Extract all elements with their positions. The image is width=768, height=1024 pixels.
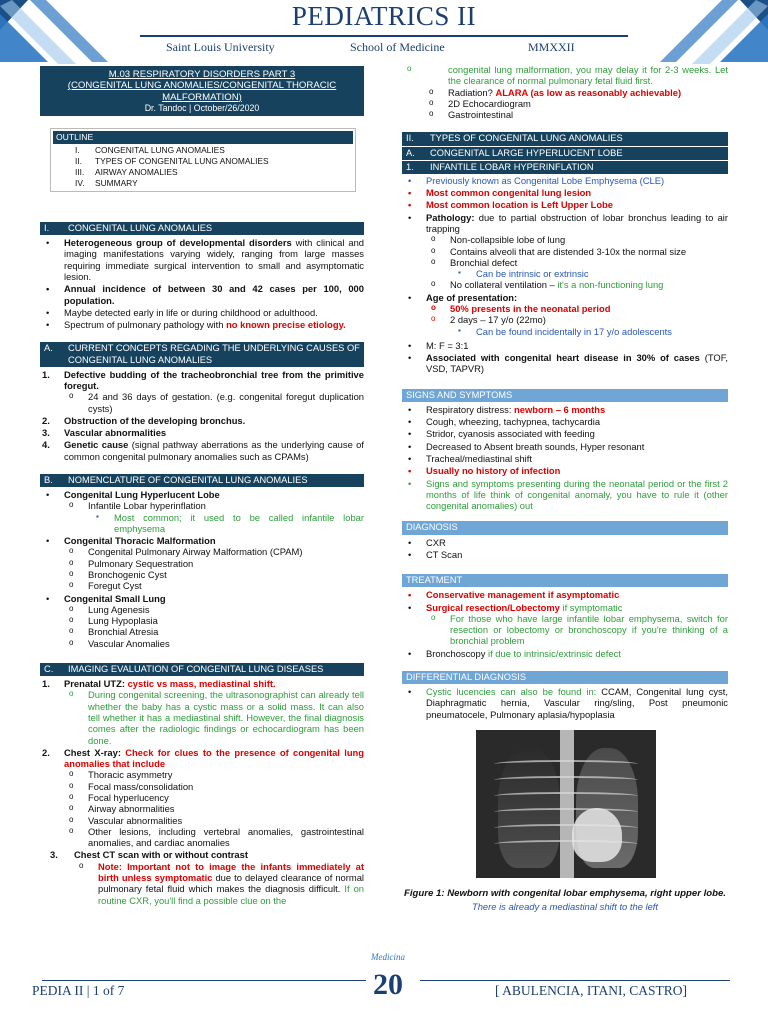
chest-xray-image xyxy=(476,730,656,878)
footer-page-info: PEDIA II | 1 of 7 xyxy=(32,983,125,998)
list-subitem: o Airway abnormalities xyxy=(64,803,364,814)
list-subitem: o Contains alveoli that are distended 3-10x the normal size xyxy=(426,246,728,257)
outline-item: IV. SUMMARY xyxy=(75,177,138,188)
list-item: 4. Genetic cause (signal pathway aberrations as the underlying cause of common congenital pulmonary anomalies such as CPAMs) xyxy=(40,439,364,462)
title-line-2: (CONGENITAL LUNG ANOMALIES/CONGENITAL THORACIC xyxy=(67,80,337,92)
list-subitem: o Vascular abnormalities xyxy=(64,815,364,826)
section-a-list xyxy=(40,369,364,462)
list-subitem: o Congenital Pulmonary Airway Malformation (CPAM) xyxy=(64,546,364,557)
signs-heading: SIGNS AND SYMPTOMS xyxy=(402,389,728,402)
list-subitem: o Other lesions, including vertebral anomalies, gastrointestinal anomalies, and cardiac anomalies xyxy=(64,826,364,849)
list-item: • Age of presentation: o 50% presents in the neonatal period o 2 days – 17 y/o (22mo) ▪ Can be found incidentally in 17 y/o adolescents xyxy=(402,292,728,337)
section-heading-a: A. CURRENT CONCEPTS REGADING THE UNDERLYING CAUSES OF CONGENITAL LUNG ANOMALIES xyxy=(40,342,364,366)
header-school: School of Medicine xyxy=(350,40,445,54)
section-c-continued xyxy=(402,64,728,87)
list-subitem: o Bronchial Atresia xyxy=(64,626,364,637)
section-heading-ii: II. TYPES OF CONGENITAL LUNG ANOMALIES xyxy=(402,132,728,145)
list-item: 3. Vascular abnormalities xyxy=(40,427,364,438)
right-column xyxy=(402,64,728,913)
list-subitem: o No collateral ventilation – it's a non-functioning lung xyxy=(426,279,728,290)
list-subitem: o 50% presents in the neonatal period xyxy=(426,303,728,314)
outline-item: III. AIRWAY ANOMALIES xyxy=(75,166,178,177)
list-subitem: o Bronchogenic Cyst xyxy=(64,569,364,580)
list-item: • Most common congenital lung lesion xyxy=(402,187,728,198)
title-line-3: MALFORMATION) xyxy=(162,91,242,103)
list-item: • Cystic lucencies can also be found in: CCAM, Congenital lung cyst, Diaphragmatic hernia, Vascular ring/sling, Post pneumonic pneumatocele, Pulmonary aplasia/hypoplasia xyxy=(402,686,728,720)
section-heading-b: B. NOMENCLATURE OF CONGENITAL LUNG ANOMALIES xyxy=(40,474,364,487)
list-item: • Stridor, cyanosis associated with feeding xyxy=(402,428,728,439)
list-item: • Spectrum of pulmonary pathology with no known precise etiology. xyxy=(40,319,364,330)
list-item: • Respiratory distress: newborn – 6 months xyxy=(402,404,728,415)
list-item: • Congenital Small Lung o Lung Agenesis o Lung Hypoplasia o Bronchial Atresia o Vascular Anomalies xyxy=(40,593,364,649)
footer-divider-right xyxy=(420,980,730,981)
list-subitem: o Infantile Lobar hyperinflation ▪ Most common; it used to be called infantile lobar emphysema xyxy=(64,500,364,534)
list-subitem: o Note: Important not to image the infants immediately at birth unless symptomatic due to delayed clearance of normal pulmonary fetal fluid which makes the diagnosis difficult. If on routine CXR, you'll find a possible clue on the xyxy=(74,861,364,906)
list-item: • Congenital Thoracic Malformation o Congenital Pulmonary Airway Malformation (CPAM) o Pulmonary Sequestration o Bronchogenic Cyst o Foregut Cyst xyxy=(40,535,364,591)
list-subitem: o Lung Hypoplasia xyxy=(64,615,364,626)
list-item: • Tracheal/mediastinal shift xyxy=(402,453,728,464)
figure-caption: Figure 1: Newborn with congenital lobar emphysema, right upper lobe. xyxy=(404,887,726,899)
list-item: • Bronchoscopy if due to intrinsic/extrinsic defect xyxy=(402,648,728,659)
header-year: MMXXII xyxy=(528,40,575,54)
diagnosis-list xyxy=(402,537,728,561)
section-i-list xyxy=(40,237,364,330)
subsection-heading-a: A. CONGENITAL LARGE HYPERLUCENT LOBE xyxy=(402,147,728,160)
figure-note: There is already a mediastinal shift to the left xyxy=(471,901,659,913)
list-item: • Congenital Lung Hyperlucent Lobe o Infantile Lobar hyperinflation ▪ Most common; it used to be called infantile lobar emphysema xyxy=(40,489,364,534)
differential-list xyxy=(402,686,728,720)
outline-heading: OUTLINE xyxy=(53,131,353,143)
list-subitem: o During congenital screening, the ultrasonographist can already tell whether the baby has a cystic mass or a solid mass. It can also tell whether it has a mediastinal shift. However, the final diagnosis comes after the radiologic findings or echocardiogram has been done. xyxy=(64,689,364,745)
list-item: • Associated with congenital heart disease in 30% of cases (TOF, VSD, TAPVR) xyxy=(402,352,728,375)
list-subitem: o Focal hyperlucency xyxy=(64,792,364,803)
list-note: ▪ Most common; it used to be called infantile lobar emphysema xyxy=(88,512,364,535)
document-title-box xyxy=(40,66,364,116)
list-item: • CXR xyxy=(402,537,728,548)
outline-item: II. TYPES OF CONGENITAL LUNG ANOMALIES xyxy=(75,155,269,166)
list-subitem: o 24 and 36 days of gestation. (e.g. congenital foregut duplication cysts) xyxy=(64,391,364,414)
list-subitem: o Pulmonary Sequestration xyxy=(64,558,364,569)
list-item: 1. Prenatal UTZ: cystic vs mass, mediastinal shift. o During congenital screening, the ultrasonographist can already tell whether the baby has a cystic mass or a solid mass. It can also tell whether it has a mediastinal shift. However, the final diagnosis comes after the radiologic findings or echocardiogram has been done. xyxy=(40,678,364,746)
list-item: • Annual incidence of between 30 and 42 cases per 100, 000 population. xyxy=(40,283,364,306)
list-item: • Decreased to Absent breath sounds, Hyper resonant xyxy=(402,441,728,452)
list-item: • CT Scan xyxy=(402,549,728,560)
list-item: • M: F = 3:1 xyxy=(402,340,728,351)
list-subitem: o Thoracic asymmetry xyxy=(64,769,364,780)
list-item: • Surgical resection/Lobectomy if symptomatic o For those who have large infantile lobar emphysema, switch for resection or lobectomy or bronchoscopy if you're thinking of a bronchial problem xyxy=(402,602,728,647)
left-column xyxy=(40,66,364,907)
list-item: • Conservative management if asymptomatic xyxy=(402,589,728,600)
list-item: • Cough, wheezing, tachypnea, tachycardia xyxy=(402,416,728,427)
list-item: • Maybe detected early in life or during childhood or adulthood. xyxy=(40,307,364,318)
footer-authors: [ ABULENCIA, ITANI, CASTRO] xyxy=(495,983,688,998)
list-item: • Heterogeneous group of developmental disorders with clinical and imaging manifestations varying widely, ranging from large masses requiring immediate surgical intervention to small and asymptomatic lesion. xyxy=(40,237,364,282)
svg-text:20: 20 xyxy=(373,968,403,1001)
header-university: Saint Louis University xyxy=(166,40,275,54)
section-heading-i: I. CONGENITAL LUNG ANOMALIES xyxy=(40,222,364,235)
section-b-list xyxy=(40,489,364,649)
list-item: • Usually no history of infection xyxy=(402,465,728,476)
continued-text: o congenital lung malformation, you may delay it for 2-3 weeks. Let the clearance of normal pulmonary fetal fluid first. xyxy=(402,64,728,87)
list-subitem: o Foregut Cyst xyxy=(64,580,364,591)
treatment-list xyxy=(402,589,728,659)
list-item: 1. Defective budding of the tracheobronchial tree from the primitive foregut. o 24 and 36 days of gestation. (e.g. congenital foregut duplication cysts) xyxy=(40,369,364,414)
list-item: 2. Chest X-ray: Check for clues to the presence of congenital lung anomalies that include o Thoracic asymmetry o Focal mass/consolidation o Focal hyperlucency o Airway abnormalities o Vascular abnormalities o Other lesions, including vertebral anomalies, gastrointestinal anomalies, and cardiac anomalies xyxy=(40,747,364,849)
list-subitem: o Radiation? ALARA (as low as reasonably achievable) xyxy=(424,87,728,98)
section-ii-list xyxy=(402,175,728,375)
outline-box xyxy=(50,128,356,192)
medicina-logo-icon xyxy=(356,944,420,1004)
title-line-1: M.03 RESPIRATORY DISORDERS PART 3 xyxy=(108,69,296,80)
list-item: 2. Obstruction of the developing bronchus. xyxy=(40,415,364,426)
list-item: • Previously known as Congenital Lobe Emphysema (CLE) xyxy=(402,175,728,186)
list-subitem: o Gastrointestinal xyxy=(424,109,728,120)
list-item: • Signs and symptoms presenting during the neonatal period or the first 2 months of life think of congenital anomaly, you have to rule it (other congenital anomalies) out xyxy=(402,478,728,512)
xray-heart xyxy=(572,808,622,862)
title-author: Dr. Tandoc | October/26/2020 xyxy=(144,102,260,113)
list-subitem: o For those who have large infantile lobar emphysema, switch for resection or lobectomy or bronchoscopy if you're thinking of a bronchial problem xyxy=(426,613,728,647)
page-header-title: PEDIATRICS II xyxy=(291,1,477,31)
list-subitem: o 2 days – 17 y/o (22mo) ▪ Can be found incidentally in 17 y/o adolescents xyxy=(426,314,728,337)
treatment-heading: TREATMENT xyxy=(402,574,728,587)
list-note: ▪ Can be found incidentally in 17 y/o adolescents xyxy=(450,326,728,337)
list-subitem: o 2D Echocardiogram xyxy=(424,98,728,109)
diagnosis-heading: DIAGNOSIS xyxy=(402,521,728,534)
outline-item: I. CONGENITAL LUNG ANOMALIES xyxy=(75,144,225,155)
list-item: • Pathology: due to partial obstruction of lobar bronchus leading to air trapping o Non-collapsible lobe of lung o Contains alveoli that are distended 3-10x the normal size o Bronchial defect ▪ Can be intrinsic or extrinsic o No collateral ventilation – it's a non-functioning lung xyxy=(402,212,728,291)
list-item: • Most common location is Left Upper Lobe xyxy=(402,199,728,210)
subsection-heading-1: 1. INFANTILE LOBAR HYPERINFLATION xyxy=(402,161,728,174)
list-subitem: o Bronchial defect ▪ Can be intrinsic or extrinsic xyxy=(426,257,728,280)
list-subitem: o Non-collapsible lobe of lung xyxy=(426,234,728,245)
list-item: 3. Chest CT scan with or without contrast o Note: Important not to image the infants immediately at birth unless symptomatic due to delayed clearance of normal pulmonary fetal fluid which makes the diagnosis difficult. If on routine CXR, you'll find a possible clue on the xyxy=(40,849,364,905)
list-subitem: o Lung Agenesis xyxy=(64,604,364,615)
signs-list xyxy=(402,404,728,512)
list-note: ▪ Can be intrinsic or extrinsic xyxy=(450,268,728,279)
list-subitem: o Vascular Anomalies xyxy=(64,638,364,649)
header-divider xyxy=(140,35,628,37)
section-c-list xyxy=(40,678,364,906)
section-c-continued-list xyxy=(424,87,728,121)
section-heading-c: C. IMAGING EVALUATION OF CONGENITAL LUNG DISEASES xyxy=(40,663,364,676)
svg-text:Medicina: Medicina xyxy=(371,952,405,962)
differential-heading: DIFFERENTIAL DIAGNOSIS xyxy=(402,671,728,684)
xray-spine xyxy=(560,730,574,878)
footer-divider-left xyxy=(42,980,382,981)
list-subitem: o Focal mass/consolidation xyxy=(64,781,364,792)
